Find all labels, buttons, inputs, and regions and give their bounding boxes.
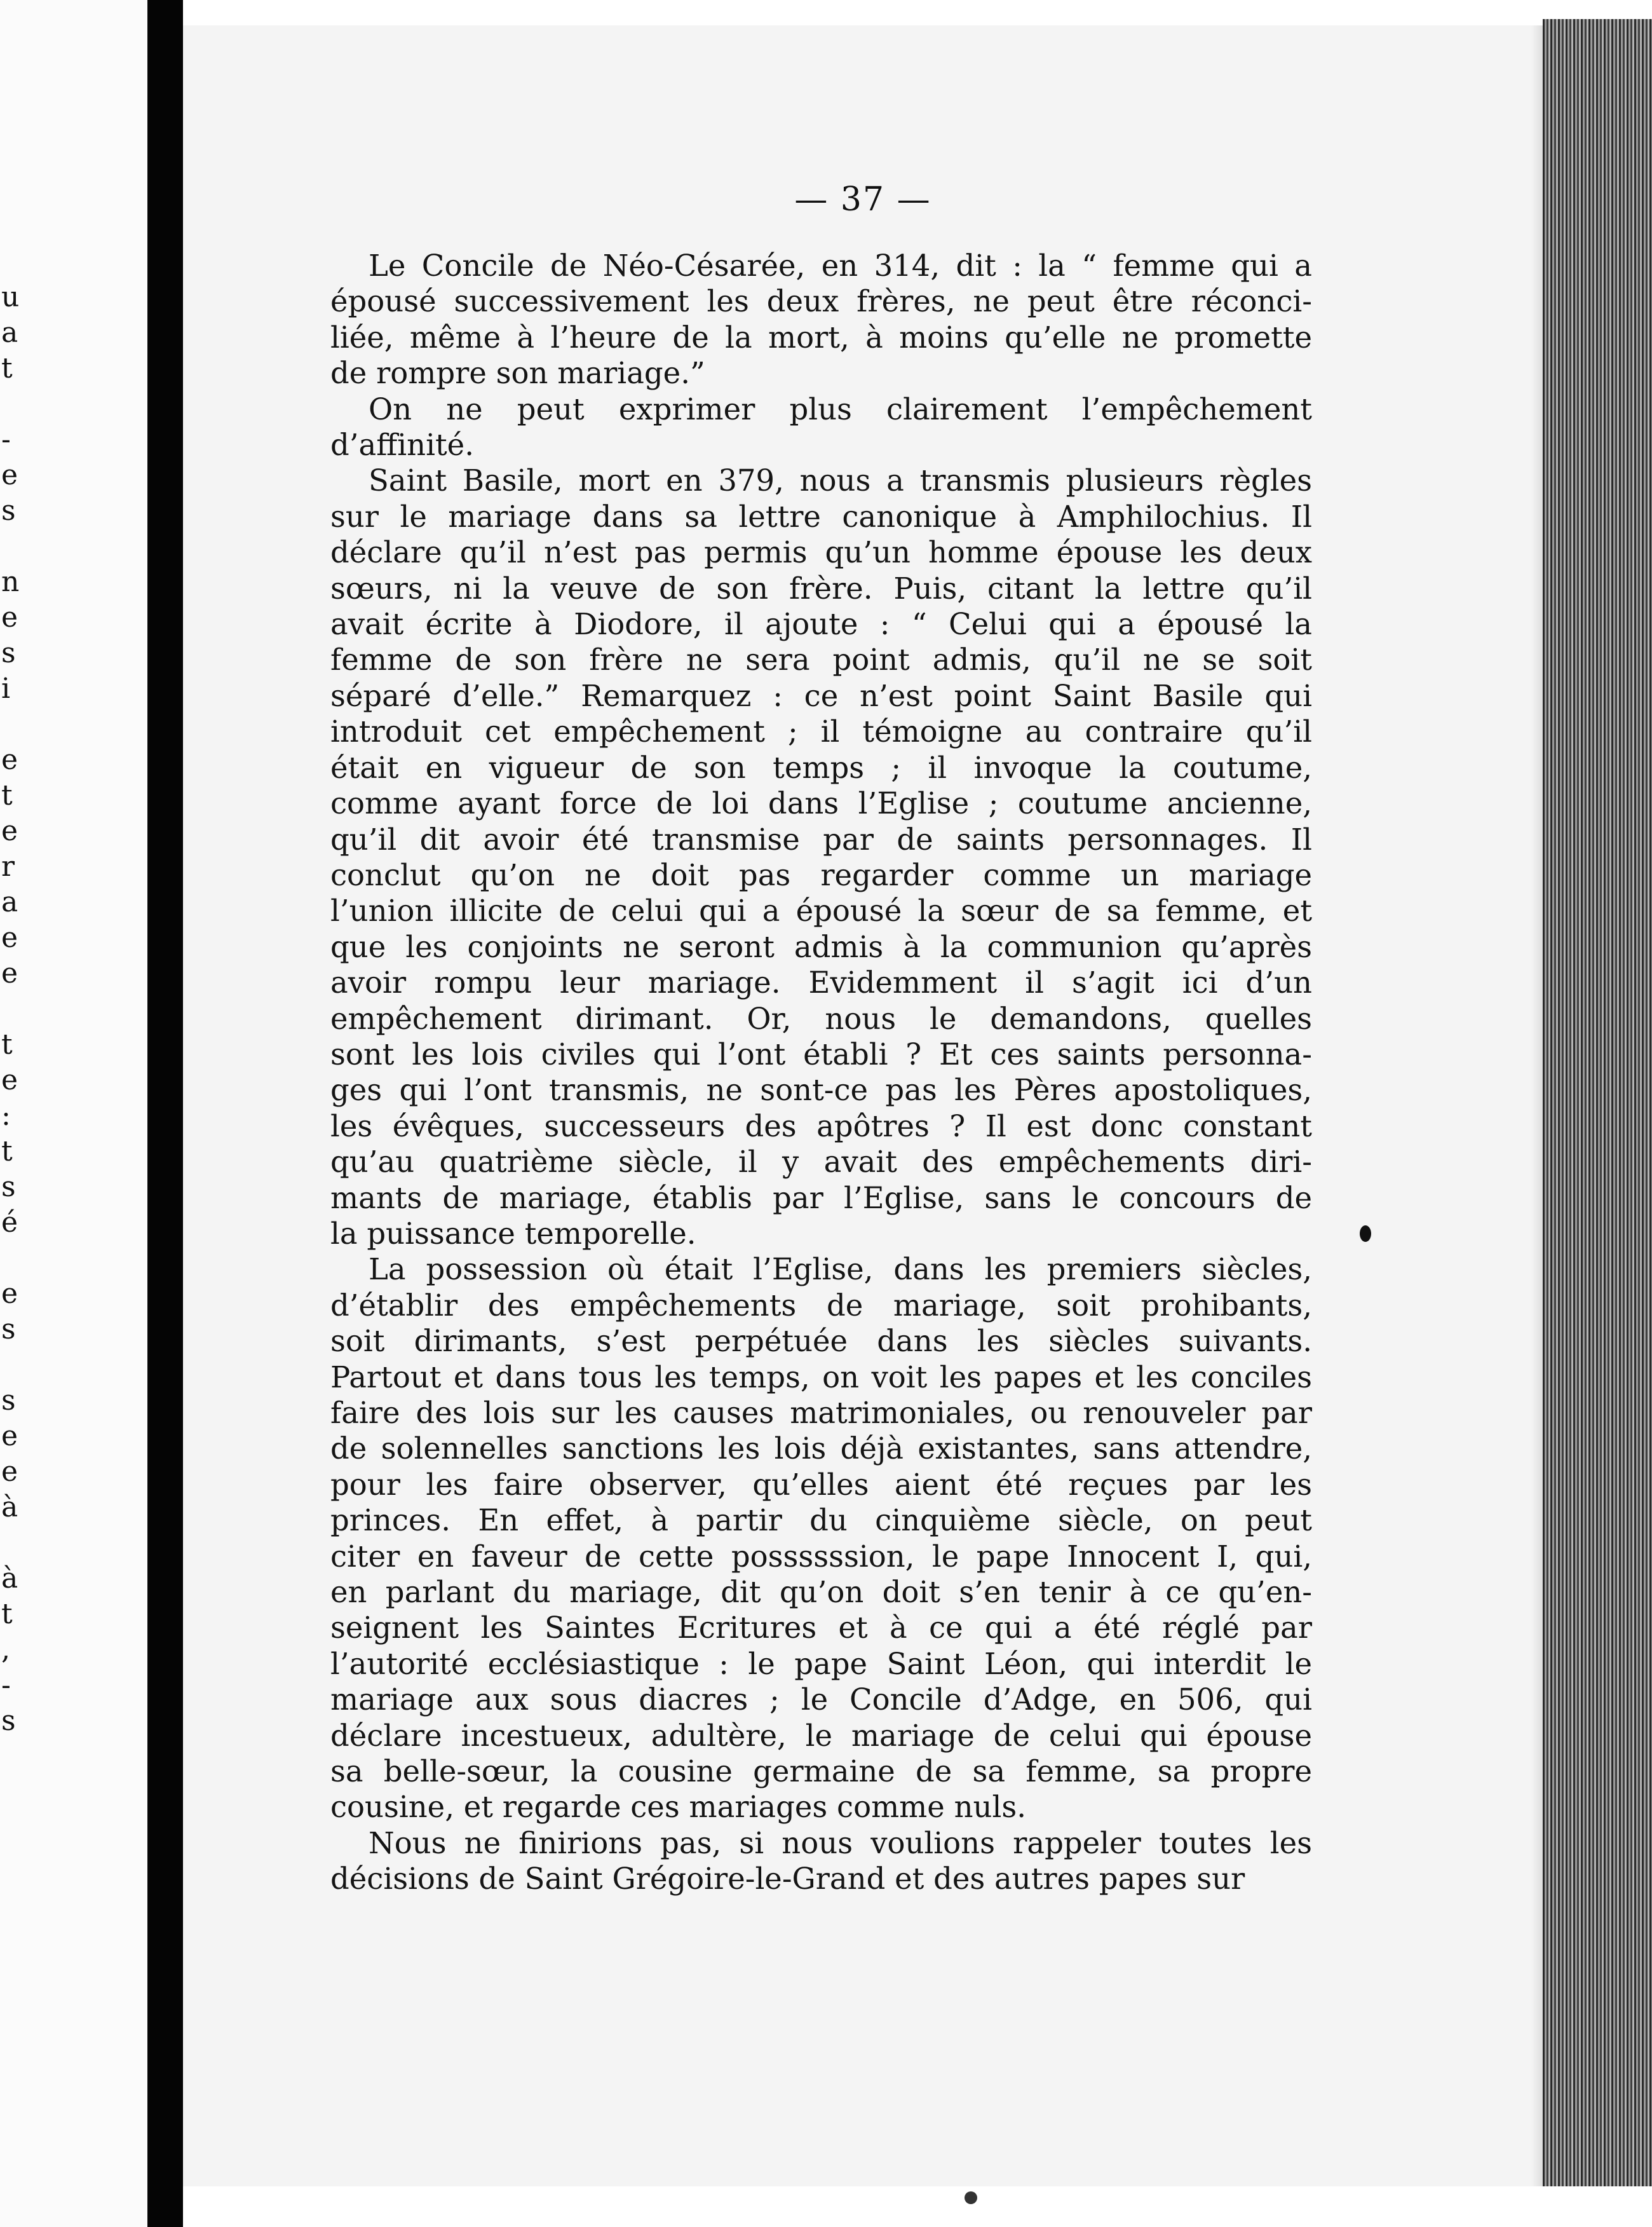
text-line: introduit cet empêchement ; il témoigne au contraire qu’il [330, 714, 1312, 749]
body-text [330, 248, 1312, 1897]
edge-letter: , [1, 1633, 10, 1666]
text-line: Partout et dans tous les temps, on voit les papes et les conciles [330, 1359, 1312, 1394]
paragraph [330, 1825, 1312, 1897]
edge-letter: t [1, 1598, 13, 1630]
text-line: d’affinité. [330, 428, 474, 463]
text-line: empêchement dirimant. Or, nous le demandons, quelles [330, 1001, 1312, 1036]
edge-letter: n [1, 566, 20, 598]
paragraph [330, 1251, 1312, 1825]
text-line: la puissance temporelle. [330, 1216, 696, 1251]
text-line: séparé d’elle.” Remarquez : ce n’est point Saint Basile qui [330, 678, 1312, 713]
text-line: seignent les Saintes Ecritures et à ce qui a été réglé par [330, 1611, 1312, 1645]
edge-letter: e [1, 815, 18, 847]
text-line: déclare incestueux, adultère, le mariage de celui qui épouse [330, 1718, 1312, 1753]
edge-letter: e [1, 1420, 18, 1452]
edge-letter: e [1, 459, 18, 491]
text-line: de solennelles sanctions les lois déjà existantes, sans attendre, [330, 1431, 1312, 1466]
edge-letter: e [1, 957, 18, 990]
ink-speck [965, 2191, 977, 2204]
text-line: l’autorité ecclésiastique : le pape Saint Léon, qui interdit le [330, 1646, 1312, 1681]
edge-letter: s [1, 1705, 16, 1737]
text-line: de rompre son mariage.” [330, 356, 705, 391]
edge-letter: e [1, 601, 18, 634]
edge-letter: à [1, 1562, 18, 1595]
text-line: femme de son frère ne sera point admis, qu’il ne se soit [330, 643, 1312, 678]
text-line: mants de mariage, établis par l’Eglise, sans le concours de [330, 1180, 1312, 1215]
text-line: comme ayant force de loi dans l’Eglise ; coutume ancienne, [330, 786, 1312, 821]
edge-letter [1, 1525, 20, 1561]
text-line: avait écrite à Diodore, il ajoute : “ Celui qui a épousé la [330, 607, 1312, 642]
edge-letter: e [1, 1455, 18, 1488]
facing-page-edge-letters [1, 280, 20, 1739]
edge-letter: i [1, 672, 11, 705]
edge-letter: s [1, 1313, 16, 1345]
edge-letter: : [1, 1100, 11, 1132]
text-line: princes. En effet, à partir du cinquième siècle, on peut [330, 1503, 1312, 1538]
edge-letter [1, 1347, 20, 1383]
ink-speck [1360, 1225, 1371, 1242]
book-gutter [147, 0, 183, 2227]
edge-letter: r [1, 850, 15, 883]
stacked-page-edges [1543, 19, 1652, 2218]
edge-letter: a [1, 886, 18, 918]
edge-letter: - [1, 1669, 11, 1701]
text-line: que les conjoints ne seront admis à la communion qu’après [330, 929, 1312, 964]
text-line: était en vigueur de son temps ; il invoque la coutume, [330, 750, 1312, 785]
text-line: conclut qu’on ne doit pas regarder comme un mariage [330, 857, 1312, 892]
edge-letter: u [1, 281, 20, 313]
text-line: liée, même à l’heure de la mort, à moins qu’elle ne promette [330, 320, 1312, 355]
facing-page-fragment [0, 0, 147, 2227]
text-line: en parlant du mariage, dit qu’on doit s’en tenir à ce qu’en- [330, 1575, 1312, 1610]
text-line: mariage aux sous diacres ; le Concile d’Adge, en 506, qui [330, 1682, 1312, 1717]
text-line: qu’au quatrième siècle, il y avait des empêchements diri- [330, 1145, 1312, 1180]
text-line: sur le mariage dans sa lettre canonique à Amphilochius. Il [330, 499, 1312, 534]
edge-letter: s [1, 1171, 16, 1203]
text-line: sa belle-sœur, la cousine germaine de sa femme, sa propre [330, 1754, 1312, 1789]
text-line: cousine, et regarde ces mariages comme nuls. [330, 1790, 1026, 1825]
edge-letter [1, 991, 20, 1027]
edge-letter [1, 386, 20, 422]
text-line: pour les faire observer, qu’elles aient été reçues par les [330, 1467, 1312, 1502]
text-line: faire des lois sur les causes matrimoniales, ou renouveler par [330, 1396, 1312, 1430]
edge-letter: t [1, 779, 13, 812]
text-line: La possession où était l’Eglise, dans les premiers siècles, [369, 1252, 1312, 1287]
edge-letter: s [1, 1384, 16, 1417]
text-line: Le Concile de Néo-Césarée, en 314, dit : la “ femme qui a [369, 249, 1312, 283]
paragraph [330, 392, 1312, 463]
edge-letter: s [1, 637, 16, 669]
text-line: d’établir des empêchements de mariage, soit prohibants, [330, 1288, 1312, 1323]
edge-letter: t [1, 1135, 13, 1168]
edge-letter: e [1, 1277, 18, 1310]
text-line: sont les lois civiles qui l’ont établi ? Et ces saints personna- [330, 1037, 1312, 1072]
edge-letter: - [1, 423, 11, 456]
paragraph [330, 248, 1312, 392]
edge-letter: à [1, 1491, 18, 1523]
text-line: soit dirimants, s’est perpétuée dans les siècles suivants. [330, 1324, 1312, 1359]
edge-letter: s [1, 494, 16, 527]
edge-letter: e [1, 744, 18, 776]
edge-letter: e [1, 1064, 18, 1096]
text-line: déclare qu’il n’est pas permis qu’un homme épouse les deux [330, 535, 1312, 570]
edge-letter: t [1, 1028, 13, 1061]
scan-bottom-margin [183, 2186, 1652, 2227]
edge-letter: a [1, 317, 18, 349]
text-line: l’union illicite de celui qui a épousé la sœur de sa femme, et [330, 894, 1312, 929]
text-line: épousé successivement les deux frères, ne peut être réconci- [330, 284, 1312, 319]
edge-letter [1, 529, 20, 564]
edge-letter: t [1, 352, 13, 385]
edge-letter: é [1, 1206, 18, 1239]
text-line: ges qui l’ont transmis, ne sont-ce pas les Pères apostoliques, [330, 1073, 1312, 1108]
text-line: citer en faveur de cette possssssion, le pape Innocent I, qui, [330, 1539, 1312, 1574]
edge-letter [1, 707, 20, 742]
edge-letter [1, 1241, 20, 1276]
text-line: les évêques, successeurs des apôtres ? Il est donc constant [330, 1108, 1312, 1143]
text-line: Nous ne finirions pas, si nous voulions rappeler toutes les [369, 1825, 1312, 1860]
text-line: décisions de Saint Grégoire-le-Grand et des autres papes sur [330, 1862, 1245, 1897]
text-line: On ne peut exprimer plus clairement l’empêchement [369, 392, 1312, 426]
text-line: Saint Basile, mort en 379, nous a transmis plusieurs règles [369, 463, 1312, 498]
edge-letter: e [1, 922, 18, 954]
paragraph [330, 463, 1312, 1251]
page-number: — 37 — [794, 180, 931, 219]
text-line: qu’il dit avoir été transmise par de saints personnages. Il [330, 822, 1312, 857]
text-line: sœurs, ni la veuve de son frère. Puis, citant la lettre qu’il [330, 571, 1312, 606]
text-line: avoir rompu leur mariage. Evidemment il s’agit ici d’un [330, 965, 1312, 1000]
